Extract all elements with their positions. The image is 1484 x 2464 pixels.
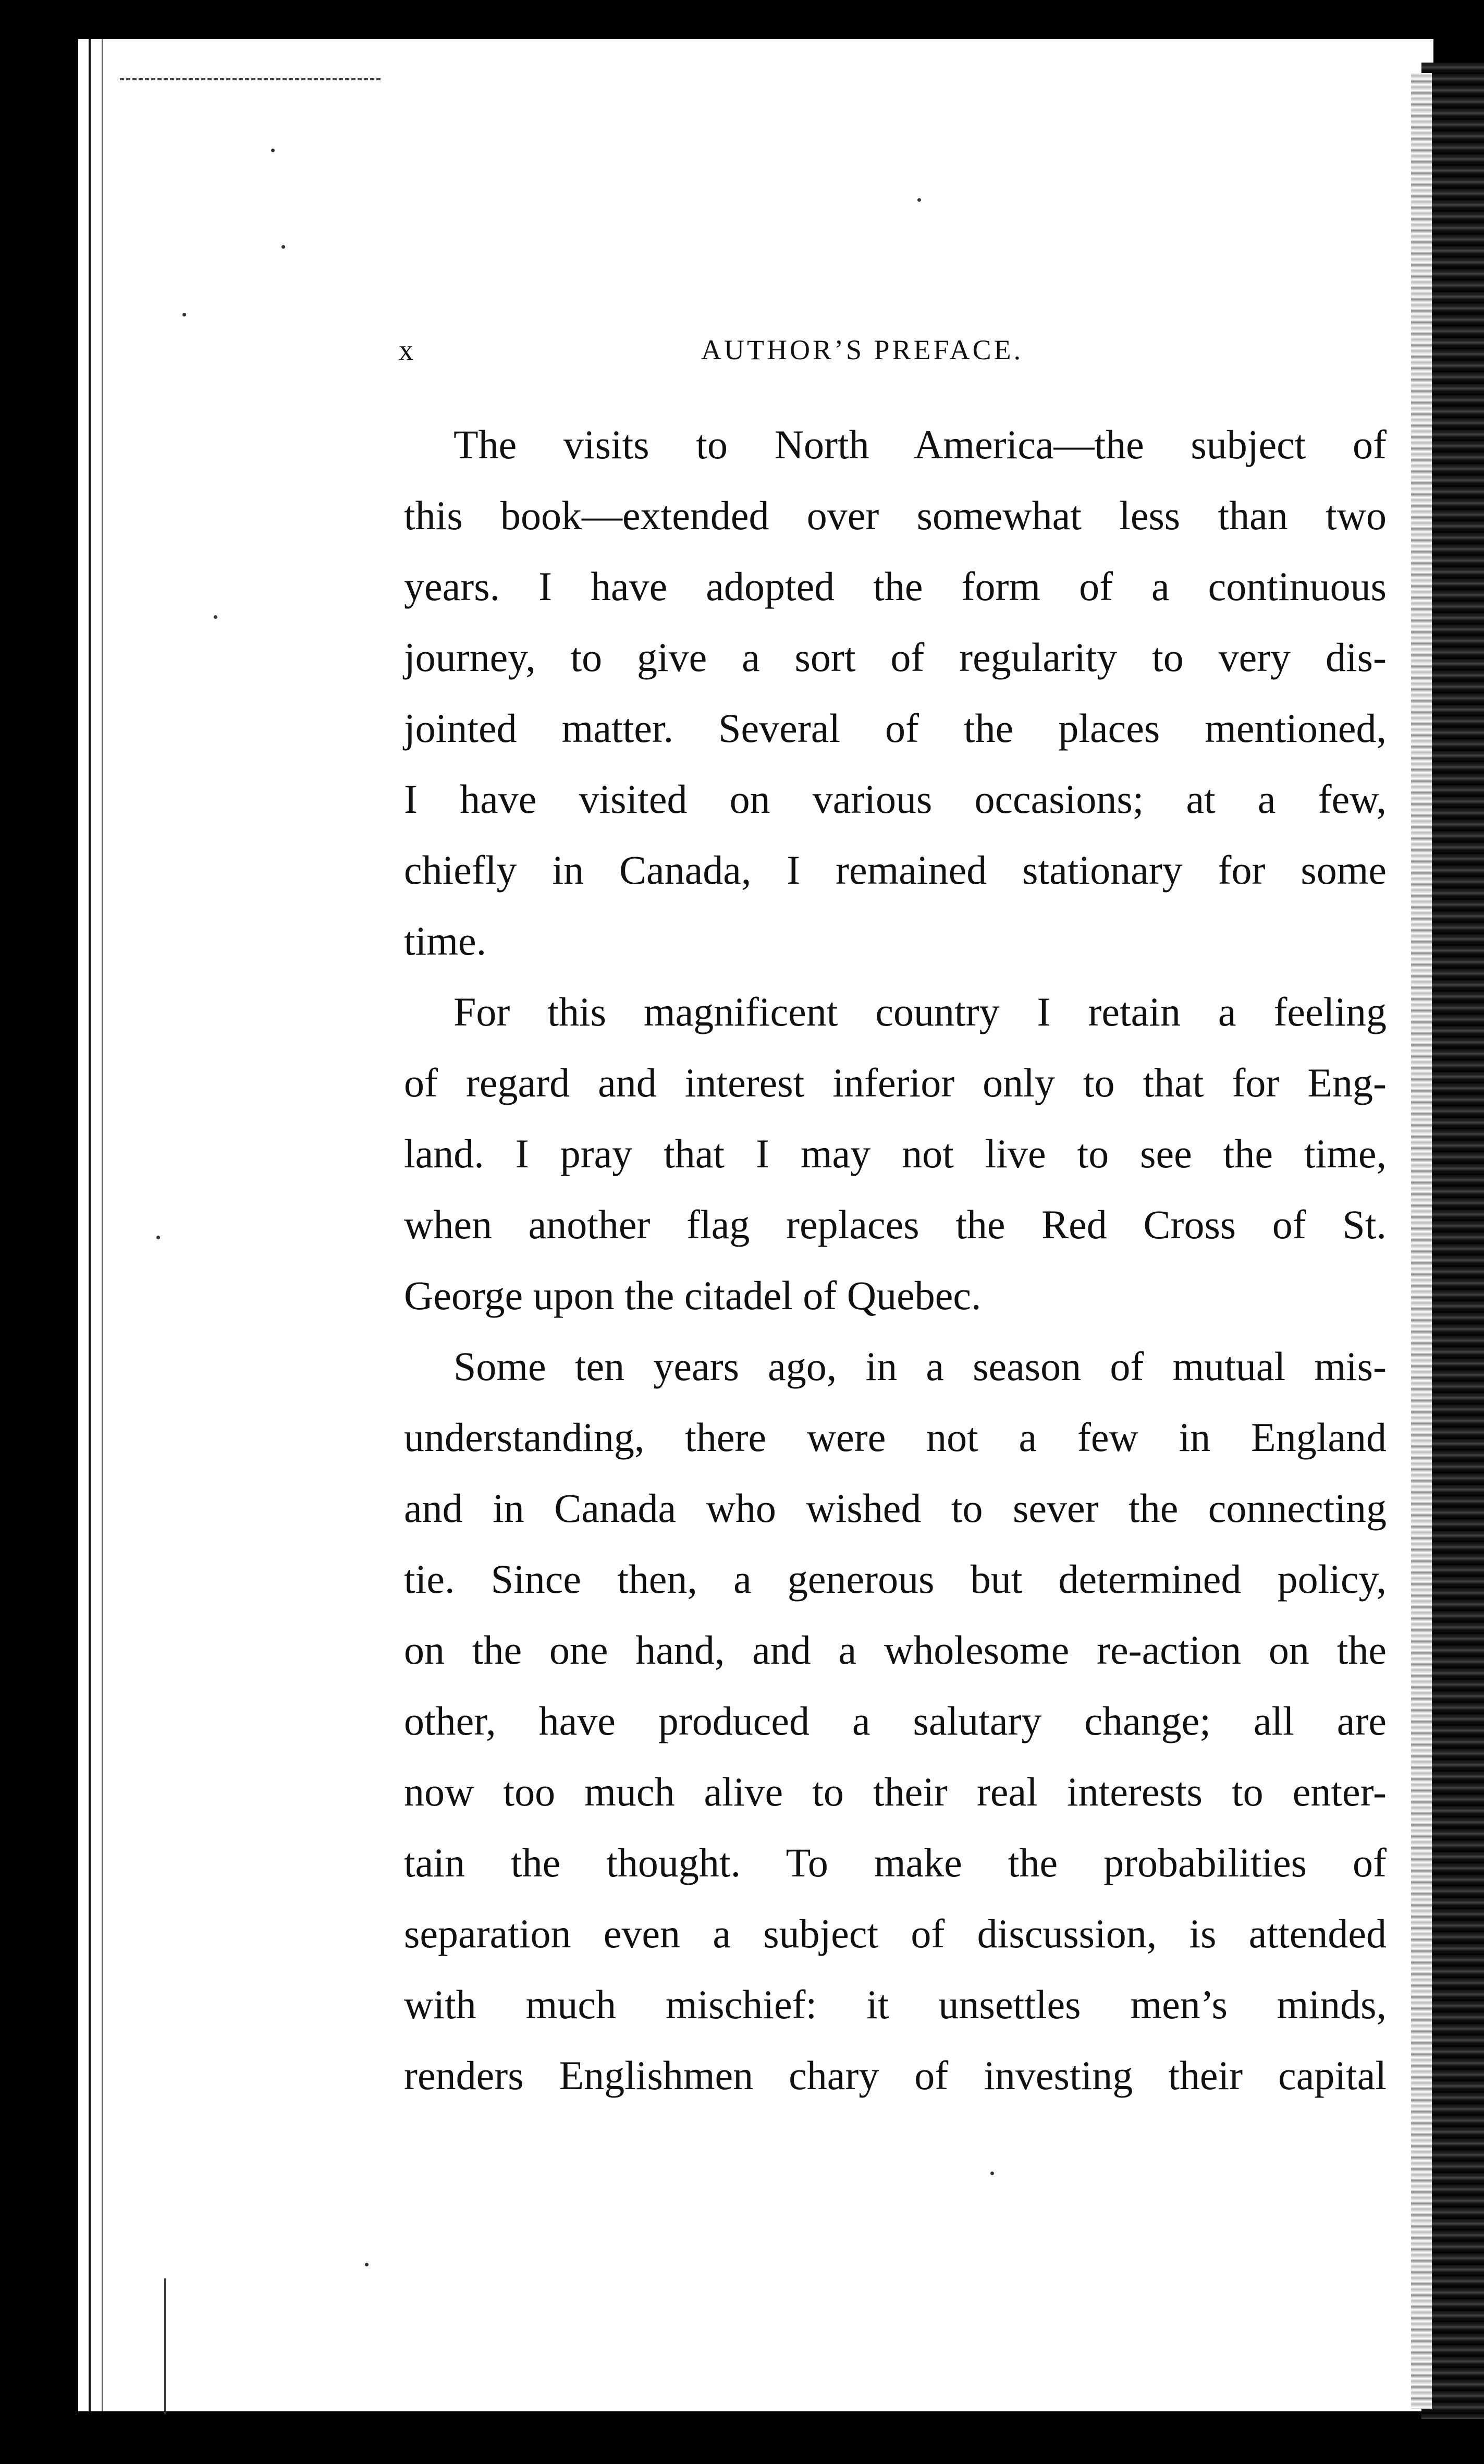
text-line: jointed matter. Several of the places mentioned, xyxy=(404,705,1387,751)
text-line: other, have produced a salutary change; all are xyxy=(404,1698,1387,1743)
scan-speck xyxy=(214,615,217,619)
paragraph xyxy=(404,409,1387,977)
scan-speck xyxy=(271,149,275,152)
text-line: time. xyxy=(404,918,487,963)
text-line: understanding, there were not a few in England xyxy=(404,1414,1387,1460)
gutter-rule-inner xyxy=(102,39,103,2411)
scan-speck xyxy=(182,313,186,316)
text-line: separation even a subject of discussion, is attended xyxy=(404,1911,1387,1956)
text-line: The visits to North America—the subject of xyxy=(453,422,1387,467)
text-line: this book—extended over somewhat less than two xyxy=(404,493,1387,538)
text-line: on the one hand, and a wholesome re-action on the xyxy=(404,1627,1387,1673)
text-line: Some ten years ago, in a season of mutual mis- xyxy=(453,1344,1387,1389)
paragraph xyxy=(404,977,1387,1331)
text-line: George upon the citadel of Quebec. xyxy=(404,1273,982,1318)
text-line: of regard and interest inferior only to that for Eng- xyxy=(404,1060,1387,1105)
text-line: I have visited on various occasions; at a few, xyxy=(404,776,1387,822)
page-folio: x xyxy=(399,334,414,367)
gutter-mark xyxy=(164,2278,166,2414)
scan-speck xyxy=(281,245,285,249)
text-line: years. I have adopted the form of a continuous xyxy=(404,564,1387,609)
scan-speck xyxy=(365,2263,369,2266)
paragraph xyxy=(404,1331,1387,2111)
scan-speck xyxy=(990,2172,994,2175)
text-line: when another flag replaces the Red Cross of St. xyxy=(404,1202,1387,1247)
gutter-rule xyxy=(89,39,91,2411)
text-line: tie. Since then, a generous but determined policy, xyxy=(404,1556,1387,1602)
scan-speck xyxy=(917,198,921,202)
page-edge-texture xyxy=(1411,73,1432,2409)
text-line: For this magnificent country I retain a feeling xyxy=(453,989,1387,1034)
text-line: tain the thought. To make the probabilities of xyxy=(404,1840,1387,1885)
text-line: renders Englishmen chary of investing their capital xyxy=(404,2053,1387,2098)
text-line: now too much alive to their real interests to enter- xyxy=(404,1769,1387,1814)
body-text xyxy=(404,409,1387,2111)
text-line: chiefly in Canada, I remained stationary for some xyxy=(404,847,1387,893)
running-head xyxy=(399,334,1379,381)
text-line: and in Canada who wished to sever the connecting xyxy=(404,1485,1387,1531)
scan-speck xyxy=(156,1236,160,1239)
top-rule xyxy=(120,78,381,80)
running-title: AUTHOR’S PREFACE. xyxy=(701,334,1024,365)
text-line: land. I pray that I may not live to see the time, xyxy=(404,1131,1387,1176)
text-line: with much mischief: it unsettles men’s minds, xyxy=(404,1982,1387,2027)
text-line: journey, to give a sort of regularity to very dis- xyxy=(404,635,1387,680)
